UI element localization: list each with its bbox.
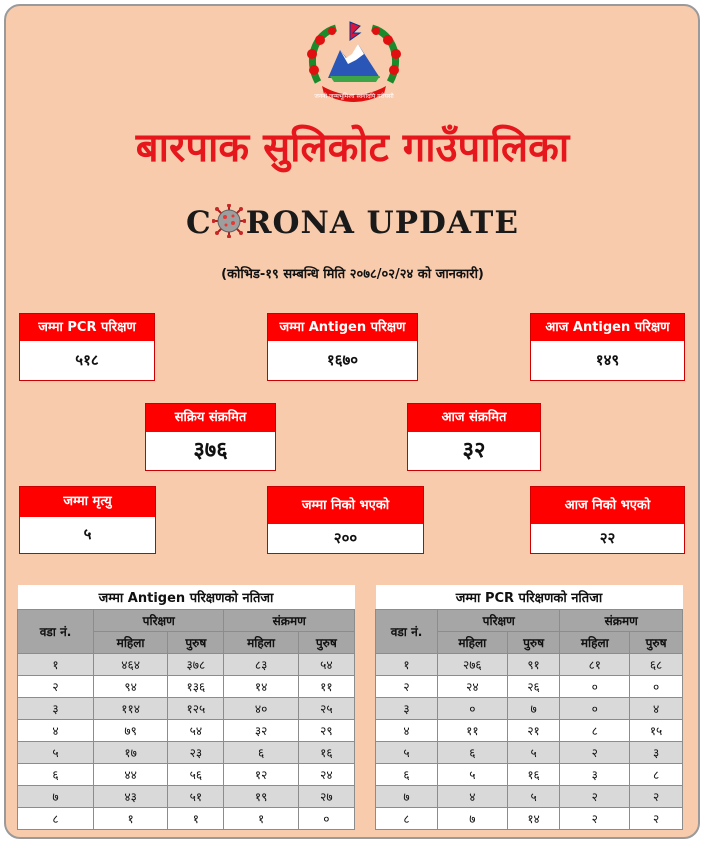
stat-label: आज संक्रमित [408,404,540,432]
ward-cell: १ [18,653,94,675]
value-cell: १९ [224,785,298,807]
table-caption: जम्मा Antigen परिक्षणको नतिजा [18,585,355,609]
table-row [376,763,683,785]
value-cell: ३२ [224,719,298,741]
ward-cell: ७ [18,785,94,807]
value-cell: ५१ [168,785,224,807]
value-cell: ४ [438,785,508,807]
table-row [18,653,355,675]
corona-update-banner [0,204,705,241]
value-cell: ८ [560,719,630,741]
table-caption: जम्मा PCR परिक्षणको नतिजा [376,585,683,609]
male-header: पुरुष [507,631,560,653]
pcr-rows [376,653,683,829]
value-cell: १४ [507,807,560,829]
ward-cell: २ [376,675,438,697]
value-cell: २ [560,741,630,763]
value-cell: ११ [438,719,508,741]
ward-cell: ३ [18,697,94,719]
ward-cell: ७ [376,785,438,807]
value-cell: ५ [507,741,560,763]
ward-cell: २ [18,675,94,697]
value-cell: ८१ [560,653,630,675]
municipality-title: बारपाक सुलिकोट गाउँपालिका [135,125,570,171]
table-row [376,653,683,675]
value-cell: ५६ [168,763,224,785]
tested-header: परिक्षण [94,609,224,631]
svg-text:जननी जन्मभूमिश्च स्वर्गादपि गर: जननी जन्मभूमिश्च स्वर्गादपि गरीयसी [314,93,394,100]
stat-value: ५ [83,525,92,543]
value-cell: १६ [298,741,354,763]
ward-cell: ४ [18,719,94,741]
value-cell: १२५ [168,697,224,719]
value-cell: ६ [224,741,298,763]
table-row [376,807,683,829]
value-cell: ५४ [168,719,224,741]
stat-value: ५१८ [75,351,99,369]
stat-deaths [19,486,156,554]
value-cell: ० [298,807,354,829]
stat-label: आज निको भएको [531,487,684,524]
stat-value: १६७० [326,351,359,369]
value-cell: १२ [224,763,298,785]
stat-today-infected [407,403,541,471]
table-row [18,697,355,719]
value-cell: ० [560,675,630,697]
value-cell: ४ [630,697,683,719]
ward-cell: ८ [376,807,438,829]
banner-prefix: C [186,205,212,241]
value-cell: ३ [630,741,683,763]
value-cell: ८३ [224,653,298,675]
value-cell: ९१ [507,653,560,675]
value-cell: ० [438,697,508,719]
stat-recovered-total [267,486,424,554]
value-cell: ४४ [94,763,168,785]
stat-value: ३७६ [193,438,228,463]
value-cell: २७ [298,785,354,807]
stat-label: जम्मा PCR परिक्षण [20,314,154,341]
value-cell: २ [630,785,683,807]
stat-label: जम्मा मृत्यु [20,487,155,517]
table-row [376,675,683,697]
stat-value: ३२ [462,438,486,463]
table-row [18,807,355,829]
value-cell: ५ [438,763,508,785]
stat-value: १४९ [595,351,620,369]
value-cell: २४ [438,675,508,697]
nepal-emblem-icon [300,20,408,110]
value-cell: २६ [507,675,560,697]
ward-cell: १ [376,653,438,675]
subtitle-date: (कोभिड-१९ सम्बन्धि मिति २०७८/०२/२४ को जानकारी) [221,267,484,282]
ward-header: वडा नं. [18,609,94,653]
female-header: महिला [438,631,508,653]
value-cell: ७ [507,697,560,719]
value-cell: ७ [438,807,508,829]
stat-label: सक्रिय संक्रमित [146,404,275,432]
value-cell: २१ [507,719,560,741]
stat-recovered-today [530,486,685,554]
stat-label: जम्मा Antigen परिक्षण [268,314,417,341]
value-cell: १५ [630,719,683,741]
value-cell: २ [630,807,683,829]
value-cell: ६ [438,741,508,763]
female-header: महिला [560,631,630,653]
value-cell: ६८ [630,653,683,675]
ward-cell: ४ [376,719,438,741]
ward-cell: ५ [376,741,438,763]
value-cell: २९ [298,719,354,741]
stat-label: जम्मा निको भएको [268,487,423,524]
value-cell: ३७८ [168,653,224,675]
value-cell: २७६ [438,653,508,675]
value-cell: ० [560,697,630,719]
ward-cell: ५ [18,741,94,763]
table-row [376,697,683,719]
value-cell: १४ [224,675,298,697]
table-row [376,719,683,741]
value-cell: ३ [560,763,630,785]
stat-antigen-today [530,313,685,381]
table-row [18,785,355,807]
ward-header: वडा नं. [376,609,438,653]
table-row [18,741,355,763]
female-header: महिला [224,631,298,653]
infected-header: संक्रमण [224,609,355,631]
value-cell: ११४ [94,697,168,719]
value-cell: ५ [507,785,560,807]
male-header: पुरुष [298,631,354,653]
value-cell: १ [94,807,168,829]
ward-cell: ३ [376,697,438,719]
table-row [18,763,355,785]
stat-value: २०० [333,529,358,547]
value-cell: ५४ [298,653,354,675]
value-cell: २ [560,785,630,807]
antigen-rows [18,653,355,829]
table-row [376,741,683,763]
value-cell: ७९ [94,719,168,741]
ward-cell: ८ [18,807,94,829]
value-cell: २३ [168,741,224,763]
value-cell: १६ [507,763,560,785]
value-cell: ० [630,675,683,697]
female-header: महिला [94,631,168,653]
stat-active [145,403,276,471]
value-cell: ८ [630,763,683,785]
table-row [18,719,355,741]
virus-icon [212,204,246,238]
value-cell: ४६४ [94,653,168,675]
value-cell: २५ [298,697,354,719]
tested-header: परिक्षण [438,609,560,631]
value-cell: १ [168,807,224,829]
value-cell: ११ [298,675,354,697]
value-cell: २ [560,807,630,829]
male-header: पुरुष [168,631,224,653]
pcr-results-table [375,585,683,830]
value-cell: २४ [298,763,354,785]
antigen-results-table [17,585,355,830]
table-row [18,675,355,697]
value-cell: १ [224,807,298,829]
ward-cell: ६ [18,763,94,785]
male-header: पुरुष [630,631,683,653]
value-cell: ४० [224,697,298,719]
value-cell: ९४ [94,675,168,697]
banner-suffix: RONA UPDATE [245,205,519,241]
stat-antigen-total [267,313,418,381]
infected-header: संक्रमण [560,609,683,631]
value-cell: ४३ [94,785,168,807]
stat-label: आज Antigen परिक्षण [531,314,684,341]
value-cell: १७ [94,741,168,763]
stat-value: २२ [599,529,616,547]
stat-pcr-total [19,313,155,381]
ward-cell: ६ [376,763,438,785]
table-row [376,785,683,807]
value-cell: १३६ [168,675,224,697]
